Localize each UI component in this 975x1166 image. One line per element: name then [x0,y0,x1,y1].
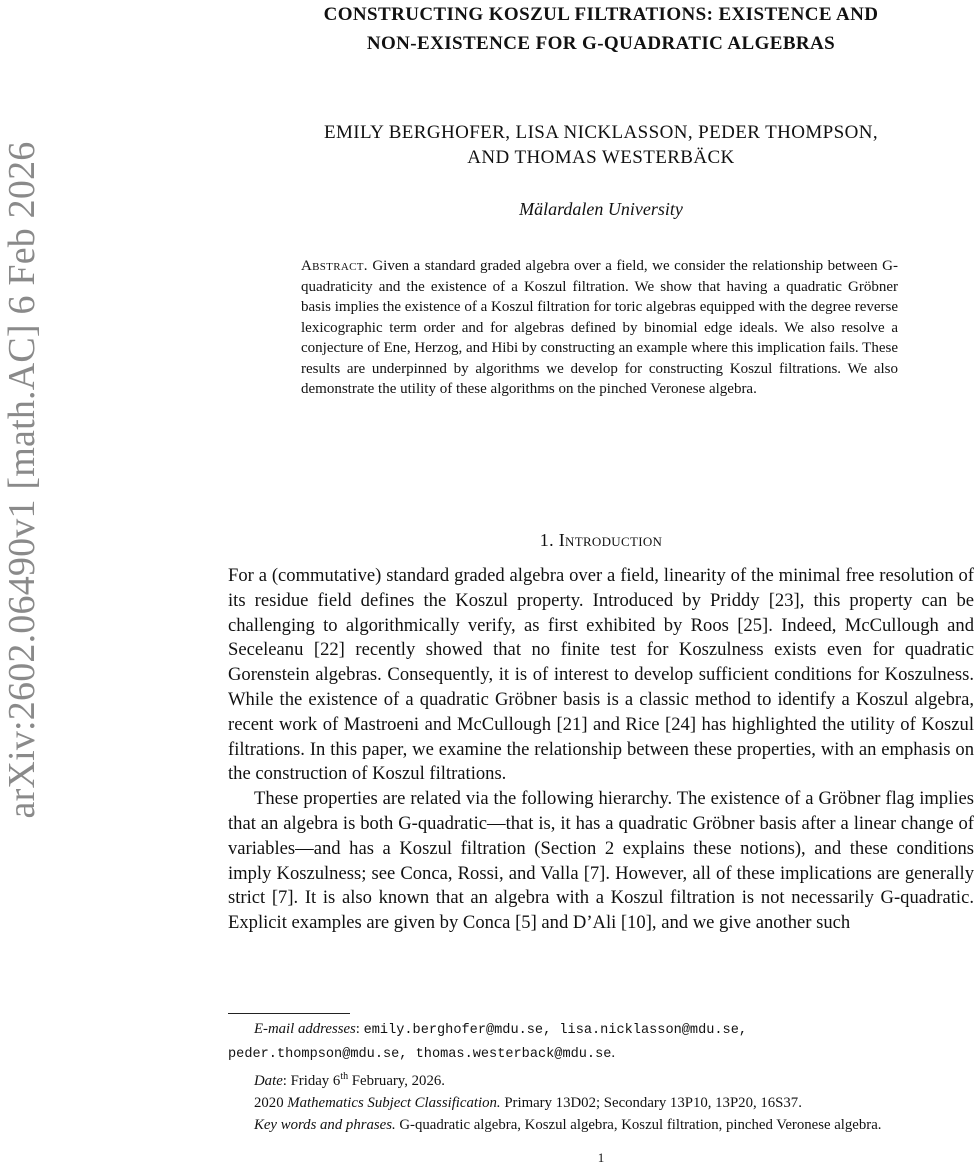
email-list-line-1: emily.berghofer@mdu.se, lisa.nicklasson@mdu.se, [363,1023,748,1038]
section-heading [228,528,974,552]
paper-title [228,0,974,58]
author-list [228,120,974,170]
footnote-msc [228,1092,974,1114]
msc-label: Mathematics Subject Classification. [287,1094,501,1111]
email-list-line-2: peder.thompson@mdu.se, thomas.westerback@mdu.se [228,1047,612,1062]
abstract-label: Abstract. [301,258,368,274]
footnote-emails-continued: peder.thompson@mdu.se, thomas.westerback@mdu.se. [228,1045,616,1062]
date-value-sup: th [340,1071,349,1082]
date-value-rest: February, 2026. [348,1072,445,1089]
author-line-2: AND THOMAS WESTERBÄCK [467,147,735,168]
abstract-text: Given a standard graded algebra over a field, we consider the relationship between G-quadraticity and the existence of a Koszul filtration. We show that having a quadratic Gröbner basis implies the existence of a Koszul filtration for toric algebras equipped with the degree reverse lexicographic term order and for algebras defined by binomial edge ideals. We also resolve a conjecture of Ene, Herzog, and Hibi by constructing an example where this implication fails. These results are underpinned by algorithms we develop for constructing Koszul filtrations. We also demonstrate the utility of these algorithms on the pinched Veronese algebra. [301,258,899,397]
footnote-date: Date: Friday 6th February, 2026. [254,1071,445,1089]
section-body [228,564,974,936]
section-title: Introduction [558,530,663,550]
date-value-main: Friday 6 [290,1072,341,1089]
paper-title-line-1: CONSTRUCTING KOSZUL FILTRATIONS: EXISTENCE AND [323,4,879,25]
keywords-label: Key words and phrases. [254,1116,396,1133]
keywords-value: G-quadratic algebra, Koszul algebra, Koszul filtration, pinched Veronese algebra. [399,1116,882,1133]
affiliation: Mälardalen University [519,199,683,219]
body-paragraph-2: These properties are related via the following hierarchy. The existence of a Gröbner flag implies that an algebra is both G-quadratic—that is, it has a quadratic Gröbner basis after a linear change of variables—and has a Koszul filtration (Section 2 explains these notions), and these conditions imply Koszulness; see Conca, Rossi, and Valla [7]. However, all of these implications are generally strict [7]. It is also known that an algebra with a Koszul filtration is not necessarily G-quadratic. Explicit examples are given by Conca [5] and D’Ali [10], and we give another such [228,788,974,934]
paper-title-line-2: NON-EXISTENCE FOR G-QUADRATIC ALGEBRAS [366,33,836,54]
msc-year: 2020 [254,1094,284,1111]
body-paragraph-1: For a (commutative) standard graded algebra over a field, linearity of the minimal free resolution of its residue field defines the Koszul property. Introduced by Priddy [23], this property can be challenging to algorithmically verify, as first exhibited by Roos [25]. Indeed, McCullough and Seceleanu [22] recently showed that no finite test for Koszulness exists even for quadratic Gorenstein algebras. Consequently, it is of interest to develop sufficient conditions for Koszulness. While the existence of a quadratic Gröbner basis is a classic method to identify a Koszul algebra, recent work of Mastroeni and McCullough [21] and Rice [24] has highlighted the utility of Koszul filtrations. In this paper, we examine the relationship between these properties, with an emphasis on the construction of Koszul filtrations. [228,565,974,785]
arxiv-identifier-text: arXiv:2602.06490v1 [math.AC] 6 Feb 2026 [1,141,43,819]
footnotes [228,1018,974,1136]
page-number: 1 [597,1150,605,1165]
footnote-emails: E-mail addresses: emily.berghofer@mdu.se, lisa.nicklasson@mdu.se, [254,1021,748,1038]
email-label: E-mail addresses [254,1021,356,1037]
section-number: 1. [539,530,554,550]
footnote-keywords [228,1114,974,1136]
author-line-1: EMILY BERGHOFER, LISA NICKLASSON, PEDER THOMPSON, [324,122,878,143]
abstract [301,256,898,400]
date-label: Date [254,1072,283,1089]
arxiv-identifier-stamp [0,100,44,860]
footnote-divider [228,1013,350,1014]
msc-value: Primary 13D02; Secondary 13P10, 13P20, 16S37. [504,1094,802,1111]
